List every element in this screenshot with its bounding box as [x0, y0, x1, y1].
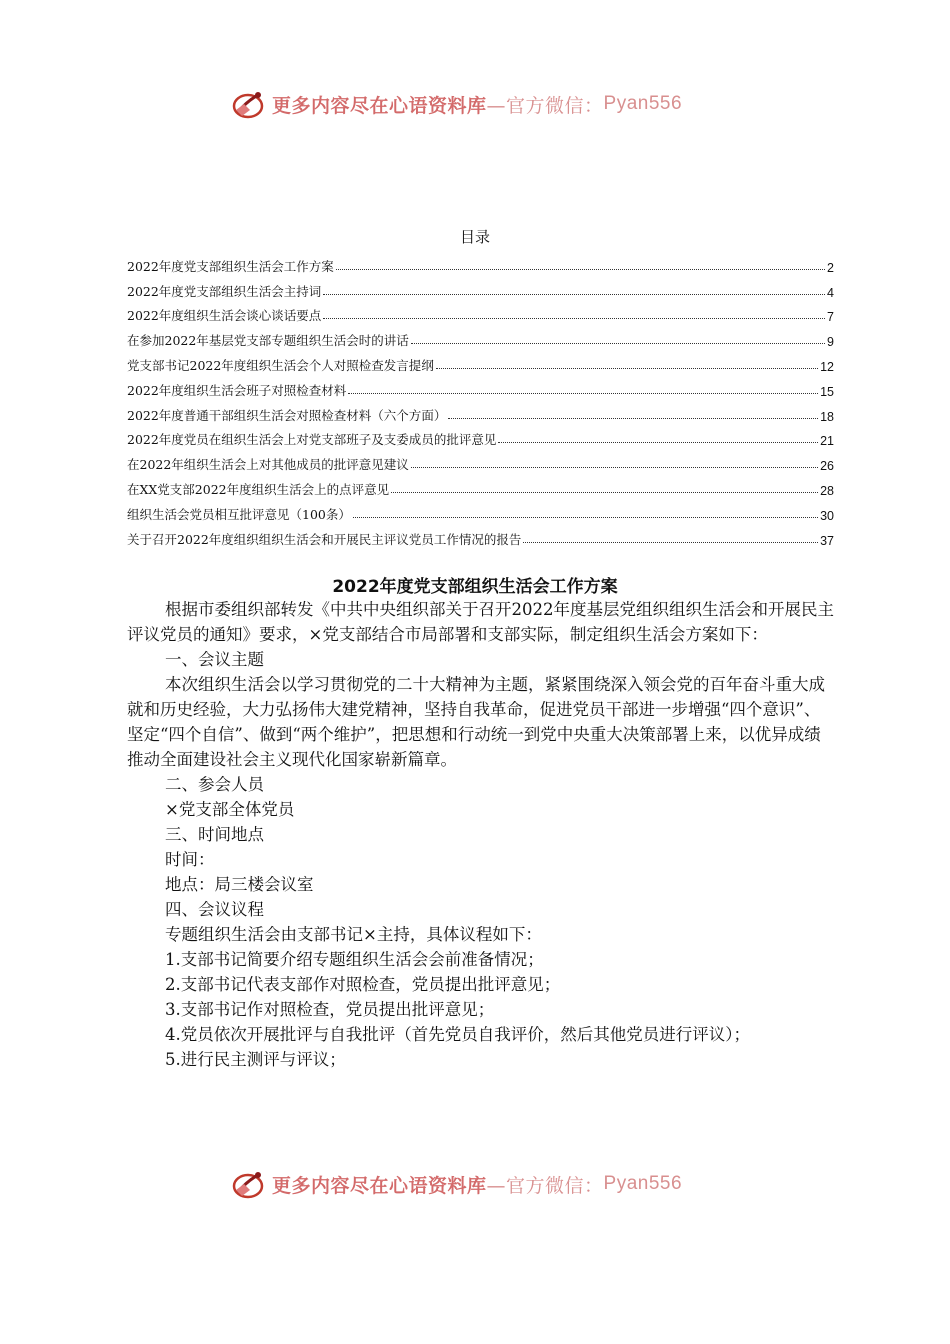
- banner-wechat-id: Pyan556: [603, 93, 683, 114]
- toc-entry-page: 4: [827, 285, 834, 300]
- header-banner: [230, 84, 682, 124]
- toc-entry-page: 18: [820, 409, 834, 424]
- toc-leader: [436, 368, 818, 369]
- toc-leader: [323, 318, 825, 319]
- toc-leader: [411, 343, 825, 344]
- toc-entry-page: 2: [827, 260, 834, 275]
- section-heading: 三、时间地点: [165, 825, 264, 844]
- toc-entry-page: 15: [820, 384, 834, 399]
- banner-main-text: 更多内容尽在心语资料库: [272, 94, 487, 117]
- document-title: 2022年度党支部组织生活会工作方案: [332, 577, 618, 597]
- toc-entry-page: 9: [827, 335, 834, 350]
- toc-entry[interactable]: [127, 250, 834, 275]
- book-quill-icon: [230, 86, 266, 122]
- toc-entry-page: 30: [820, 508, 834, 523]
- section-paragraph: 本次组织生活会以学习贯彻党的二十大精神为主题，紧紧围绕深入领会党的百年奋斗重大成就和历史经验，大力弘扬伟大建党精神，坚持自我革命，促进党员干部进一步增强“四个意识”、坚定“四个自信”、做到“两个维护”，把思想和行动统一到党中央重大决策部署上来，以优异成绩推动全面建设社会主义现代化国家崭新篇章。: [127, 675, 825, 769]
- toc-leader: [523, 542, 818, 543]
- toc-entry-label: 2022年度普通干部组织生活会对照检查材料（六个方面）: [127, 407, 447, 423]
- section-heading: 四、会议议程: [165, 900, 264, 919]
- toc-entry-page: 37: [820, 533, 834, 548]
- agenda-item: 4.党员依次开展批评与自我批评（首先党员自我评价，然后其他党员进行评议）；: [165, 1025, 750, 1044]
- footer-banner: [230, 1164, 682, 1204]
- toc-entry-label: 2022年度党员在组织生活会上对党支部班子及支委成员的批评意见: [127, 432, 497, 448]
- toc-entry[interactable]: [127, 448, 834, 473]
- table-of-contents: [127, 250, 834, 548]
- toc-entry-label: 在XX党支部2022年度组织生活会上的点评意见: [127, 481, 390, 497]
- section-heading: 二、参会人员: [165, 775, 264, 794]
- toc-leader: [336, 269, 825, 270]
- toc-entry-label: 2022年度组织生活会谈心谈话要点: [127, 308, 322, 324]
- toc-entry-label: 关于召开2022年度组织组织生活会和开展民主评议党员工作情况的报告: [127, 531, 522, 547]
- toc-entry-page: 28: [820, 483, 834, 498]
- toc-entry[interactable]: [127, 349, 834, 374]
- toc-entry-label: 组织生活会党员相互批评意见（100条）: [127, 506, 351, 522]
- toc-leader: [323, 294, 825, 295]
- toc-leader: [348, 393, 818, 394]
- banner-mid-text: —官方微信：: [486, 94, 604, 117]
- toc-entry-page: 21: [820, 434, 834, 449]
- agenda-item: 2.支部书记代表支部作对照检查，党员提出批评意见；: [165, 975, 561, 994]
- toc-leader: [353, 517, 818, 518]
- toc-entry[interactable]: [127, 374, 834, 399]
- toc-leader: [498, 442, 818, 443]
- toc-entry-page: 7: [827, 310, 834, 325]
- agenda-item: 5.进行民主测评与评议；: [165, 1050, 346, 1069]
- toc-leader: [411, 467, 818, 468]
- section-heading: 一、会议主题: [165, 650, 264, 669]
- toc-entry-label: 在参加2022年基层党支部专题组织生活会时的讲话: [127, 333, 409, 349]
- banner-wechat-id: Pyan556: [603, 1173, 683, 1194]
- toc-entry-page: 12: [820, 359, 834, 374]
- toc-entry-label: 2022年度组织生活会班子对照检查材料: [127, 382, 347, 398]
- toc-entry[interactable]: [127, 523, 834, 548]
- meeting-time: 时间：: [165, 850, 215, 869]
- document-body: [127, 597, 834, 1072]
- toc-entry-label: 2022年度党支部组织生活会工作方案: [127, 258, 334, 274]
- agenda-item: 3.支部书记作对照检查，党员提出批评意见；: [165, 1000, 495, 1019]
- toc-leader: [391, 492, 818, 493]
- agenda-item: 1.支部书记简要介绍专题组织生活会会前准备情况；: [165, 950, 544, 969]
- toc-entry-label: 2022年度党支部组织生活会主持词: [127, 283, 322, 299]
- section-paragraph: ×党支部全体党员: [165, 800, 295, 819]
- toc-entry[interactable]: [127, 473, 834, 498]
- section-paragraph: 专题组织生活会由支部书记×主持，具体议程如下：: [165, 925, 542, 944]
- toc-entry[interactable]: [127, 300, 834, 325]
- toc-entry-page: 26: [820, 459, 834, 474]
- book-quill-icon: [230, 1166, 266, 1202]
- toc-entry[interactable]: [127, 399, 834, 424]
- toc-leader: [448, 418, 818, 419]
- toc-title: 目录: [459, 228, 490, 246]
- toc-entry[interactable]: [127, 275, 834, 300]
- banner-main-text: 更多内容尽在心语资料库: [272, 1174, 487, 1197]
- meeting-place: 地点：局三楼会议室: [165, 875, 314, 894]
- banner-mid-text: —官方微信：: [486, 1174, 604, 1197]
- toc-entry-label: 在2022年组织生活会上对其他成员的批评意见建议: [127, 457, 409, 473]
- toc-entry[interactable]: [127, 498, 834, 523]
- toc-entry[interactable]: [127, 324, 834, 349]
- intro-paragraph: 根据市委组织部转发《中共中央组织部关于召开2022年度基层党组织组织生活会和开展民主评议党员的通知》要求，×党支部结合市局部署和支部实际，制定组织生活会方案如下：: [127, 600, 834, 644]
- toc-entry[interactable]: [127, 424, 834, 449]
- toc-entry-label: 党支部书记2022年度组织生活会个人对照检查发言提纲: [127, 357, 434, 373]
